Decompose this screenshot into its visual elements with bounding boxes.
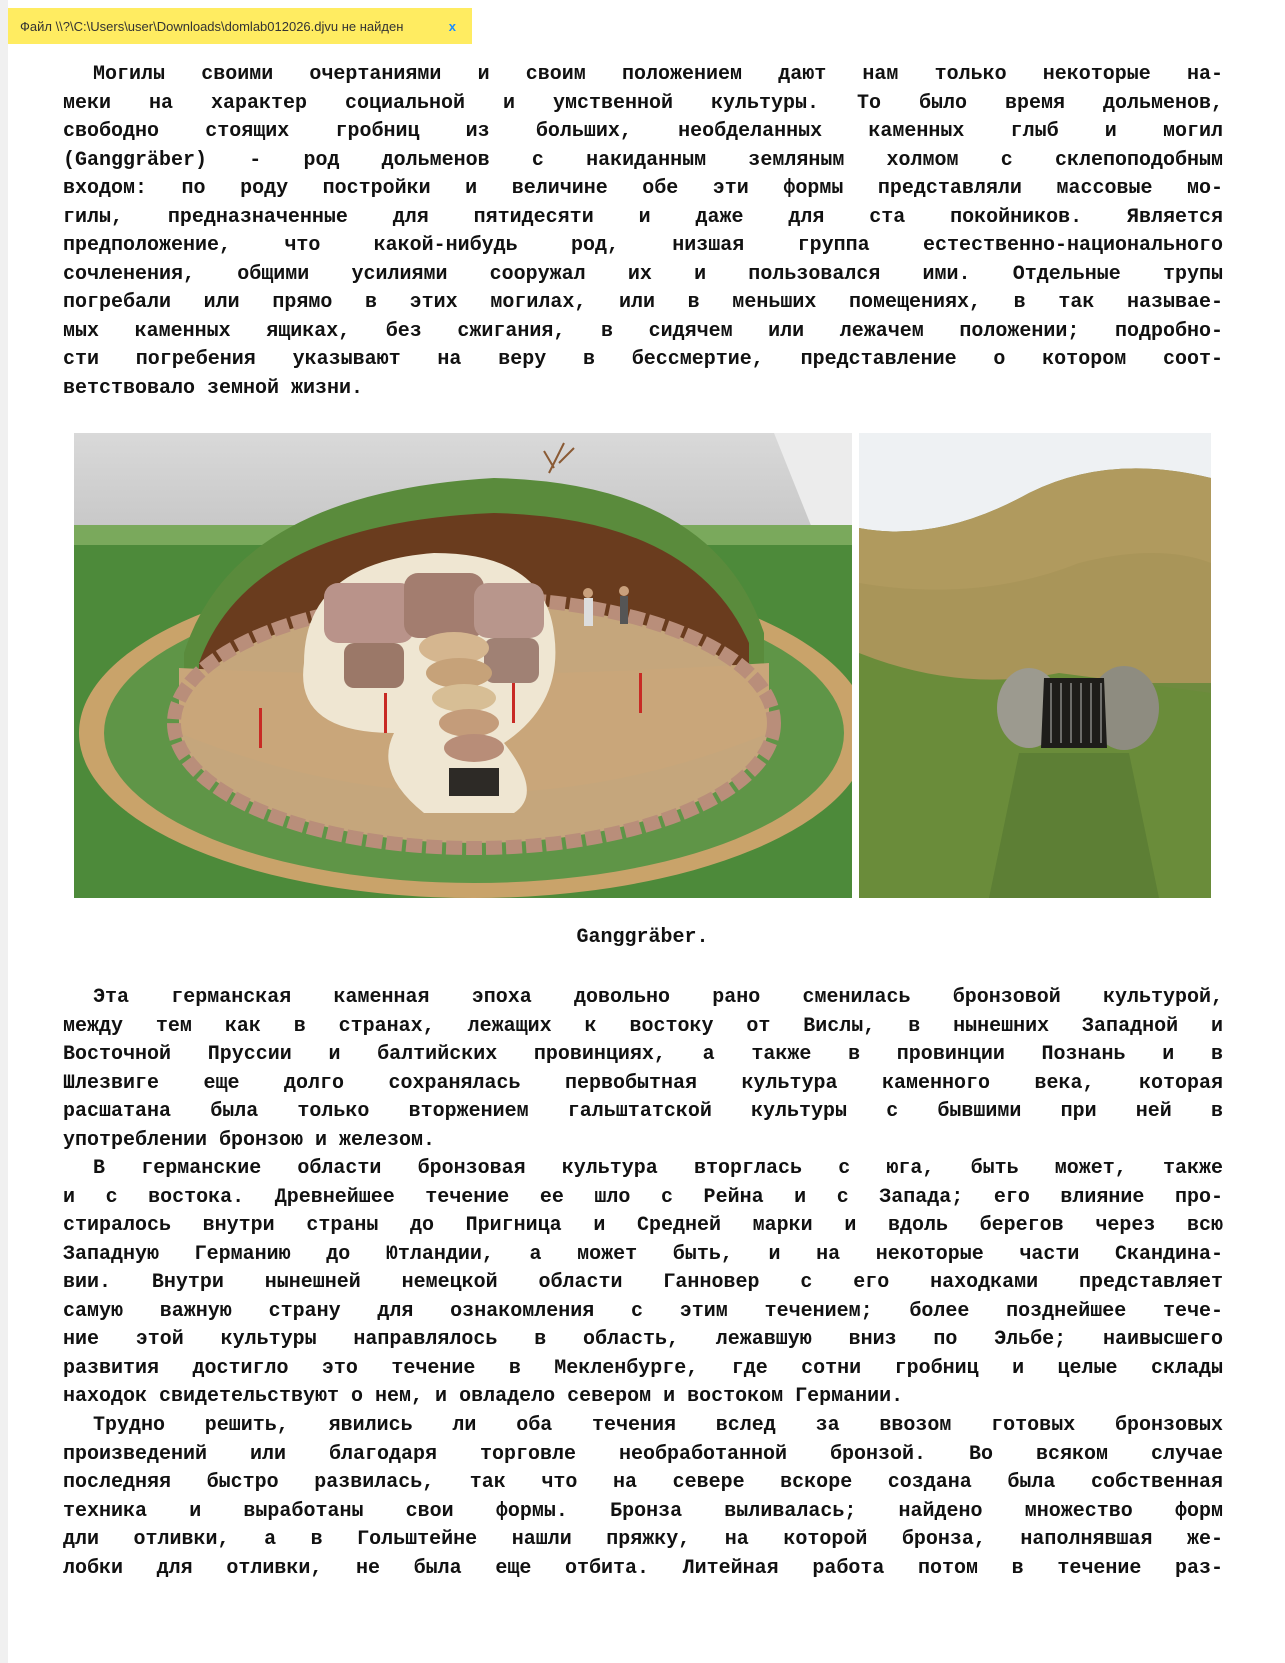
notification-message: Файл \\?\C:\Users\user\Downloads\domlab012026.djvu не найден [20,18,404,34]
text-line: Западную Германию до Ютландии, а может быть, и на некоторые части Скандина- [63,1242,1223,1266]
text-line: последняя быстро развилась, так что на севере вскоре создана была собственная [63,1471,1223,1494]
figure-caption: Ganggräber. [576,926,709,949]
text-line: лобки для отливки, не была еще отбита. Литейная работа потом в течение раз- [63,1556,1223,1580]
text-line: Шлезвиге еще долго сохранялась первобытная культура каменного века, которая [63,1071,1223,1095]
text-line: вии. Внутри нынешней немецкой области Ганновер с его находками представляет [63,1271,1223,1294]
passage-grave-model-photo [74,433,852,898]
text-line: (Ganggräber) - род дольменов с накиданным земляным холмом с склепоподобным [63,148,1223,172]
text-line: сти погребения указывают на веру в бессмертие, представление о котором соот- [63,348,1223,371]
text-line: Восточной Пруссии и балтийских провинциях, а также в провинции Познань и в [63,1043,1223,1066]
text-line: погребали или прямо в этих могилах, или в меньших помещениях, в так называе- [63,291,1223,314]
paragraph-4 [63,1412,1223,1583]
text-line: мых каменных ящиках, без сжигания, в сидячем или лежачем положении; подробно- [63,319,1223,343]
text-line: Могилы своими очертаниями и своим положением дают нам только некоторые на- [93,63,1223,86]
text-line: В германские области бронзовая культура вторглась с юга, быть может, также [93,1157,1223,1180]
text-line: дли отливки, а в Гольштейне нашли пряжку, на которой бронза, наполнявшая же- [63,1528,1223,1551]
text-line: Трудно решить, явились ли оба течения вслед за ввозом готовых бронзовых [93,1414,1223,1437]
text-line: сочленения, общими усилиями сооружал их и пользовался ими. Отдельные трупы [63,262,1223,286]
text-line: самую важную страну для ознакомления с этим течением; более позднейшее тече- [63,1299,1223,1323]
text-line: свободно стоящих гробниц из больших, необделанных каменных глыб и могил [63,120,1223,143]
passage-grave-entrance-photo [859,433,1211,898]
text-line: между тем как в странах, лежащих к востоку от Вислы, в нынешних Западной и [63,1014,1223,1038]
text-line: Эта германская каменная эпоха довольно рано сменилась бронзовой культурой, [93,986,1223,1009]
notification-close-button[interactable]: x [448,18,456,34]
text-line: ветствовало земной жизни. [63,376,364,400]
text-line: стиралось внутри страны до Пригница и Средней марки и вдоль берегов через всю [63,1214,1223,1237]
paragraph-3 [63,1155,1223,1412]
text-line: входом: по роду постройки и величине обе эти формы представляли массовые мо- [63,177,1223,200]
viewer-scrollbar[interactable] [0,0,8,1663]
text-line: техника и выработаны свои формы. Бронза выливалась; найдено множество форм [63,1499,1223,1523]
text-line: развития достигло это течение в Мекленбурге, где сотни гробниц и целые склады [63,1356,1223,1380]
text-line: употреблении бронзою и железом. [63,1128,436,1152]
file-not-found-notification [8,8,472,44]
text-line: меки на характер социальной и умственной культуры. То было время дольменов, [63,91,1223,115]
text-line: гилы, предназначенные для пятидесяти и даже для ста покойников. Является [63,205,1223,229]
text-line: предположение, что какой-нибудь род, низшая группа естественно-национального [63,234,1223,257]
text-line: ние этой культуры направлялось в область, лежавшую вниз по Эльбе; наивысшего [63,1328,1223,1351]
text-line: находок свидетельствуют о нем, и овладело севером и востоком Германии. [63,1385,904,1408]
paragraph-2 [63,984,1223,1155]
text-line: и с востока. Древнейшее течение ее шло с Рейна и с Запада; его влияние про- [63,1185,1223,1209]
text-line: расшатана была только вторжением гальштатской культуры с бывшими при ней в [63,1100,1223,1123]
text-line: произведений или благодаря торговле необработанной бронзой. Во всяком случае [63,1442,1223,1466]
paragraph-1 [63,61,1223,403]
